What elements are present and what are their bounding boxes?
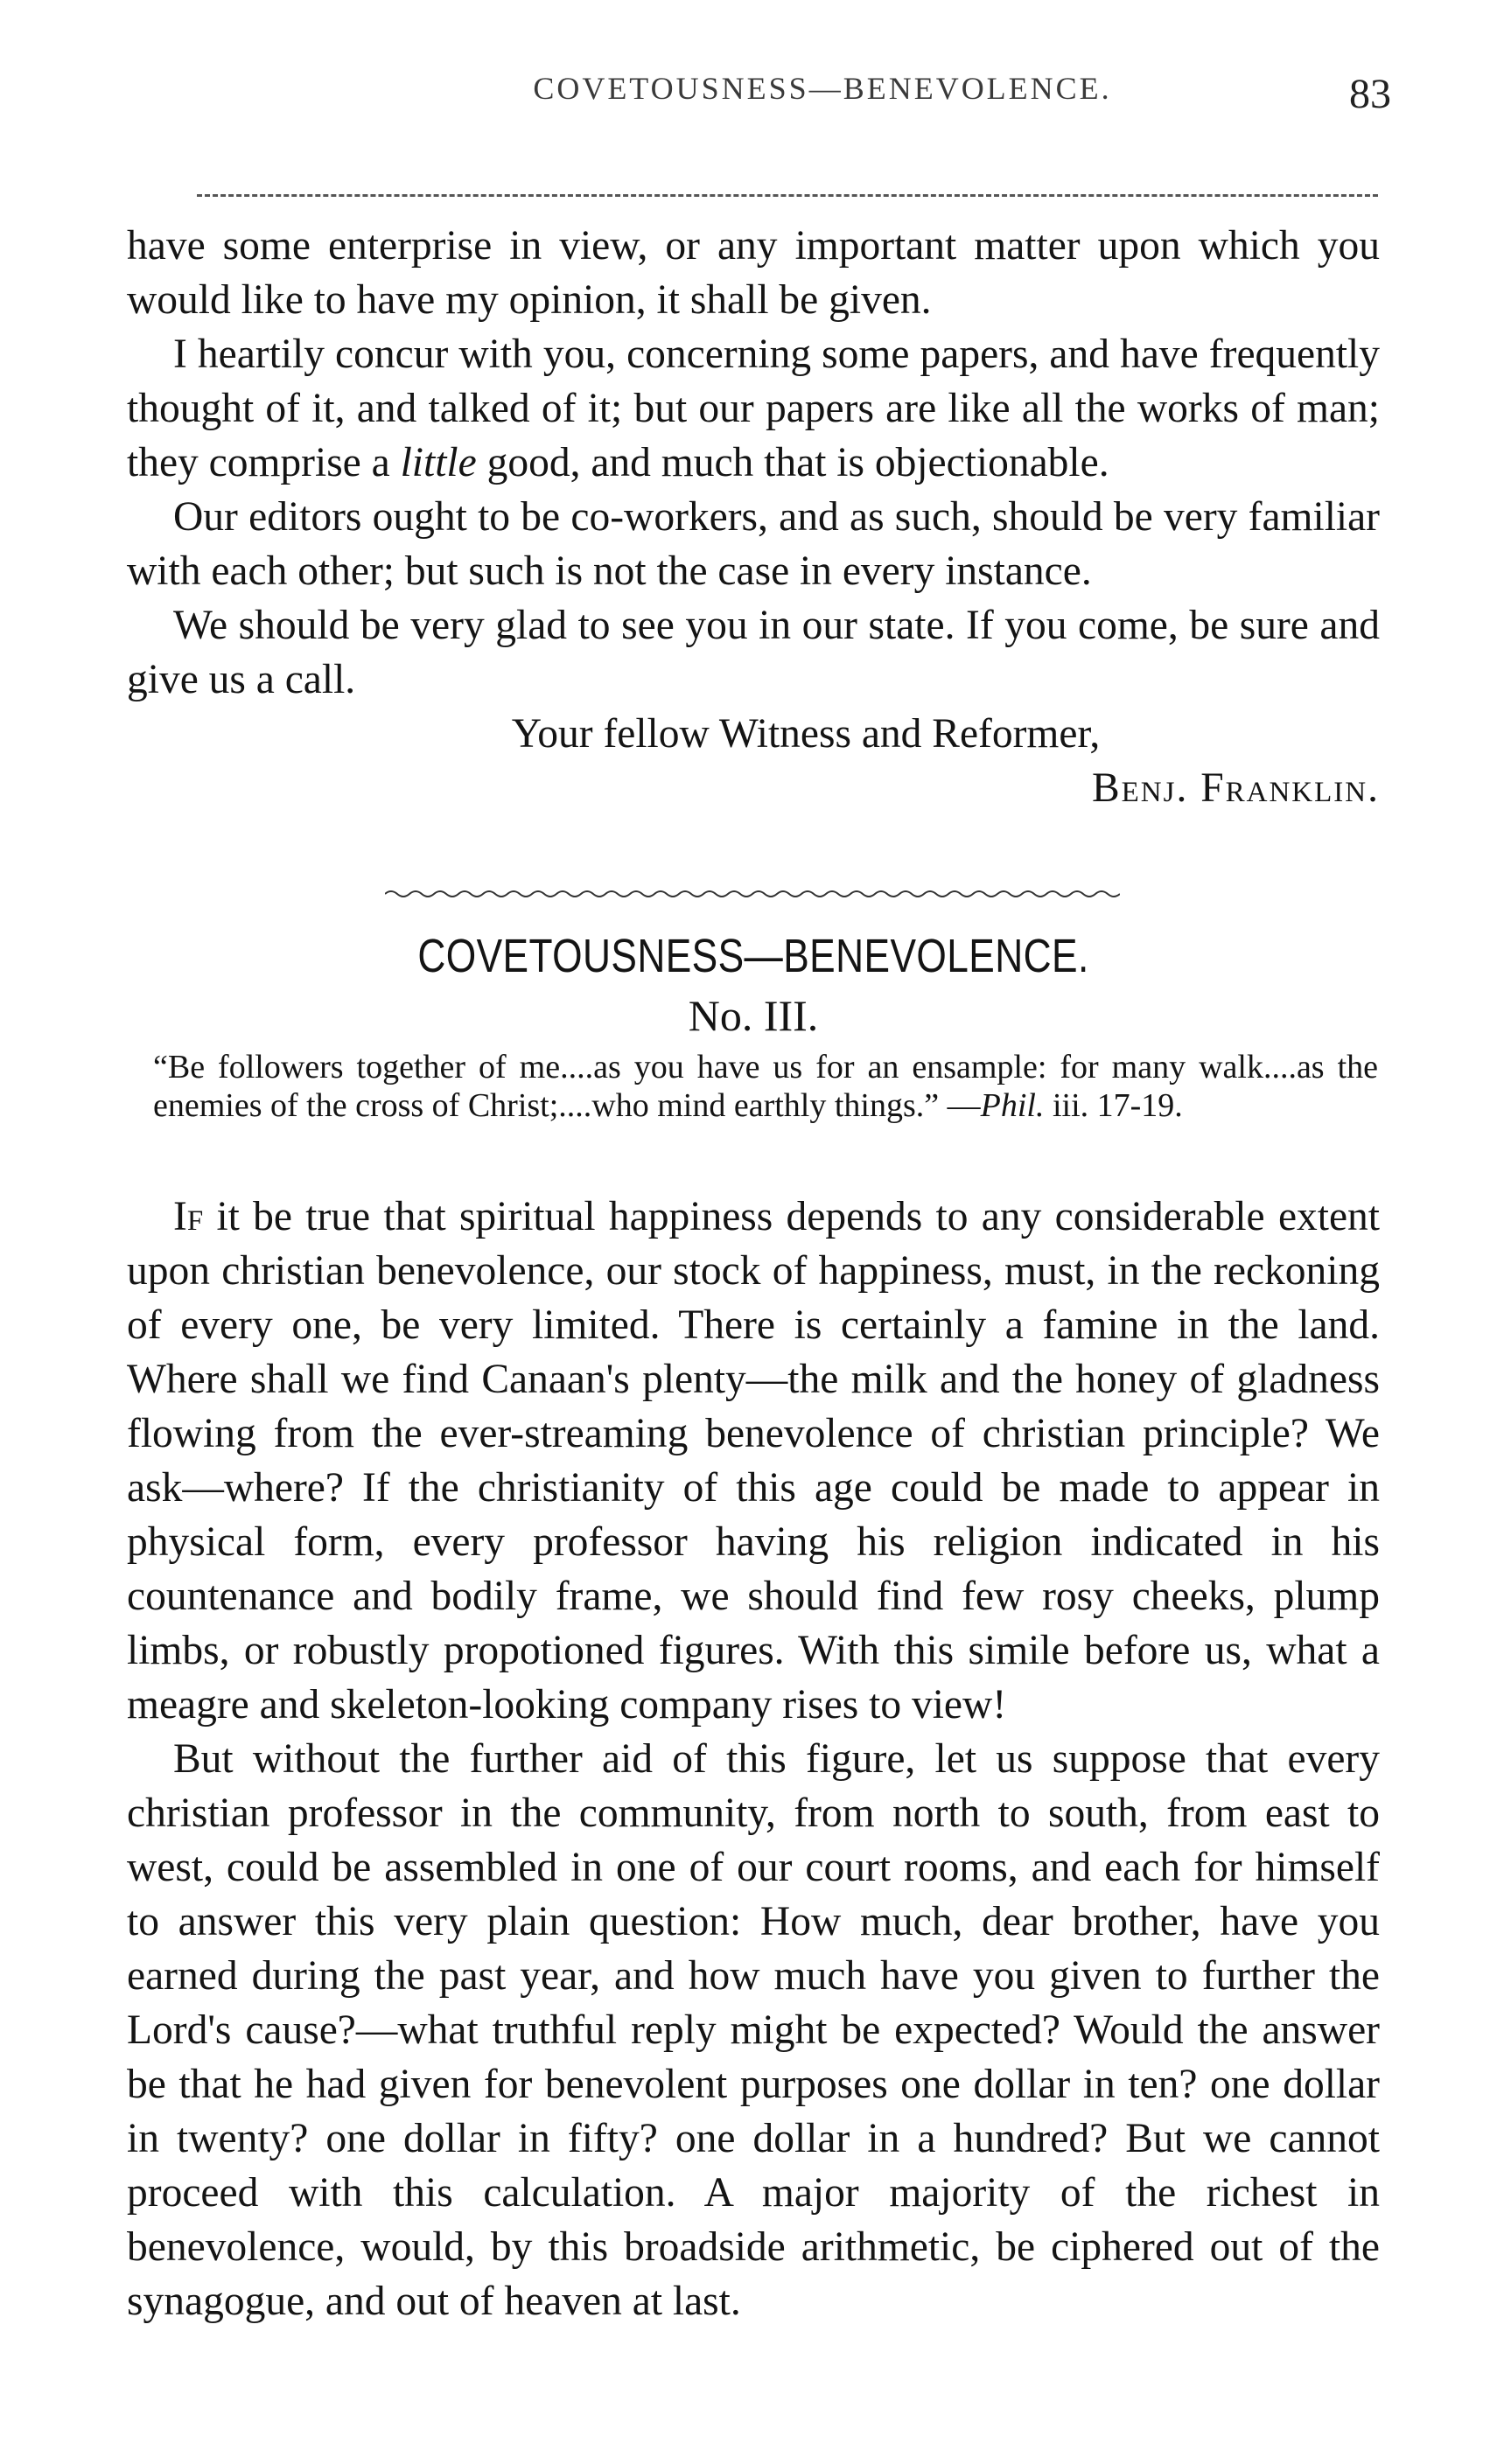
article-number: No. III.: [688, 991, 819, 1040]
letter-paragraph: have some enterprise in view, or any important matter upon which you would like to have my opinion, it shall be given.: [127, 223, 1380, 323]
wavy-rule-graphic: [385, 888, 1120, 900]
epigraph-reference: Phil.: [980, 1087, 1045, 1124]
page-number: 83: [1349, 71, 1391, 117]
ornamental-divider: [385, 888, 1120, 900]
article-title: COVETOUSNESS—BENEVOLENCE.: [417, 930, 1089, 982]
article-paragraph: But without the further aid of this figure, let us suppose that every christian professor in the community, from north to south, from east to west, could be assembled in one of our court rooms, and each for himself to answer this very plain question: How much, dear brother, have you earned during the past year, and how much have you given to further the Lord's cause?—what truthful reply might be expected? Would the answer be that he had given for benevolent purposes one dollar in ten? one dollar in twenty? one dollar in fifty? one dollar in a hundred? But we cannot proceed with this calculation. A major majority of the richest in benevolence, would, by this broadside arithmetic, be ciphered out of the synagogue, and out of heaven at last.: [127, 1736, 1380, 2324]
letter-continuation: [127, 219, 1380, 815]
emphasis-text: little: [400, 440, 477, 485]
article-body: [127, 1190, 1380, 2328]
epigraph-quote: “Be followers together of me....as you have us for an ensample: for many walk....as the enemies of the cross of Christ;....who mind earthly things.” —: [153, 1049, 1378, 1124]
letter-paragraph: We should be very glad to see you in our state. If you come, be sure and give us a call.: [127, 603, 1380, 702]
opening-word: If: [173, 1194, 204, 1239]
article-paragraph: If it be true that spiritual happiness depends to any considerable extent upon christian benevolence, our stock of happiness, must, in the reckoning of every one, be very limited. There is certainly a famine in the land. Where shall we find Canaan's plenty—the milk and the honey of gladness flowing from the ever-streaming benevolence of christian principle? We ask—where? If the christianity of this age could be made to appear in physical form, every professor having his religion indicated in his countenance and bodily frame, we should find few rosy cheeks, plump limbs, or robustly propotioned figures. With this simile before us, what a meagre and skeleton-looking company rises to view!: [127, 1194, 1380, 1728]
header-rule: [197, 194, 1378, 197]
letter-paragraph: Our editors ought to be co-workers, and as such, should be very familiar with each other; but such is not the case in every instance.: [127, 494, 1380, 594]
running-head: [122, 70, 1391, 149]
letter-paragraph: I heartily concur with you, concerning some papers, and have frequently thought of it, and talked of it; but our papers are like all the works of man; they comprise a little good, and much that is objectionable.: [127, 332, 1380, 485]
letter-signature: Benj. Franklin.: [1091, 765, 1380, 811]
letter-closing: Your fellow Witness and Reformer,: [511, 711, 1101, 757]
running-head-title: COVETOUSNESS—BENEVOLENCE.: [533, 71, 1112, 106]
epigraph: “Be followers together of me....as you have us for an ensample: for many walk....as the enemies of the cross of Christ;....who mind earthly things.” —Phil. iii. 17-19.: [153, 1049, 1378, 1124]
